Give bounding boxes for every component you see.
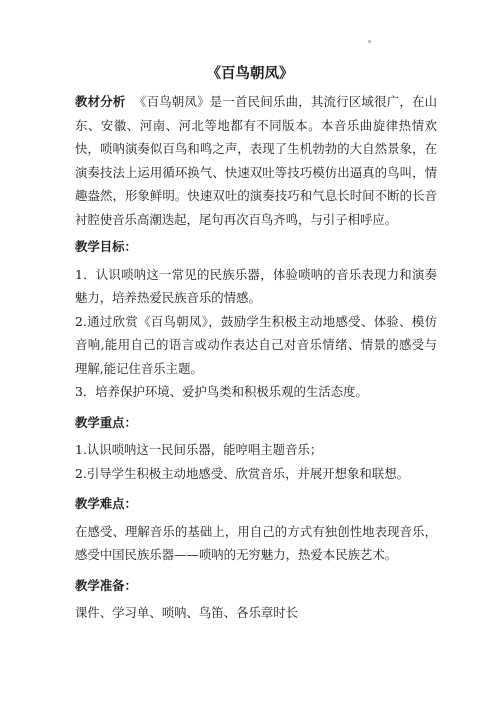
key-point-item-2: 2.引导学生积极主动地感受、欣赏音乐，并展开想象和联想。 bbox=[75, 465, 409, 481]
difficulties-text: 在感受、理解音乐的基础上，用自己的方式有独创性地表现音乐，感受中国民族乐器——唢呐的无穷魅力，热爱本民族艺术。 bbox=[75, 523, 437, 562]
analysis-paragraph bbox=[75, 90, 437, 231]
key-point-item-1: 1.认识唢呐这一民间乐器，能哼唱主题音乐； bbox=[75, 442, 323, 457]
analysis-text: 《百鸟朝凤》是一首民间乐曲，其流行区域很广，在山东、安徽、河南、河北等地都有不同版本。本音乐曲旋律热情欢快，唢呐演奏似百鸟和鸣之声，表现了生机勃勃的大自然景象，在演奏技法上运用循环换气、快速双吐等技巧模仿出逼真的鸟叫，情趣盎然，形象鲜明。快速双吐的演奏技巧和气息长时间不断的长音衬腔使音乐高潮迭起，尾句再次百鸟齐鸣，与引子相呼应。 bbox=[75, 94, 438, 227]
preparation-heading: 教学准备： bbox=[75, 577, 137, 593]
page-title: 《百鸟朝凤》 bbox=[206, 66, 294, 82]
preparation-text: 课件、学习单、唢呐、鸟笛、各乐章时长 bbox=[75, 605, 299, 620]
corner-dot bbox=[368, 40, 371, 43]
goal-item-2: 2.通过欣赏《百鸟朝凤》，鼓励学生积极主动地感受、体验、模仿音响,能用自己的语言或动作表达自己对音乐情绪、情景的感受与理解,能记住音乐主题。 bbox=[75, 313, 437, 376]
key-points-heading: 教学重点： bbox=[75, 414, 137, 430]
document-body bbox=[75, 90, 437, 625]
goals-heading: 教学目标： bbox=[75, 239, 137, 254]
goal-item-3: 3．培养保护环境、爱护鸟类和积极乐观的生活态度。 bbox=[75, 384, 368, 399]
analysis-label: 教材分析 bbox=[75, 94, 126, 109]
difficulties-heading: 教学难点： bbox=[75, 496, 137, 511]
goal-item-1: 1．认识唢呐这一常见的民族乐器，体验唢呐的音乐表现力和演奏魅力，培养热爱民族音乐的情感。 bbox=[75, 266, 437, 305]
